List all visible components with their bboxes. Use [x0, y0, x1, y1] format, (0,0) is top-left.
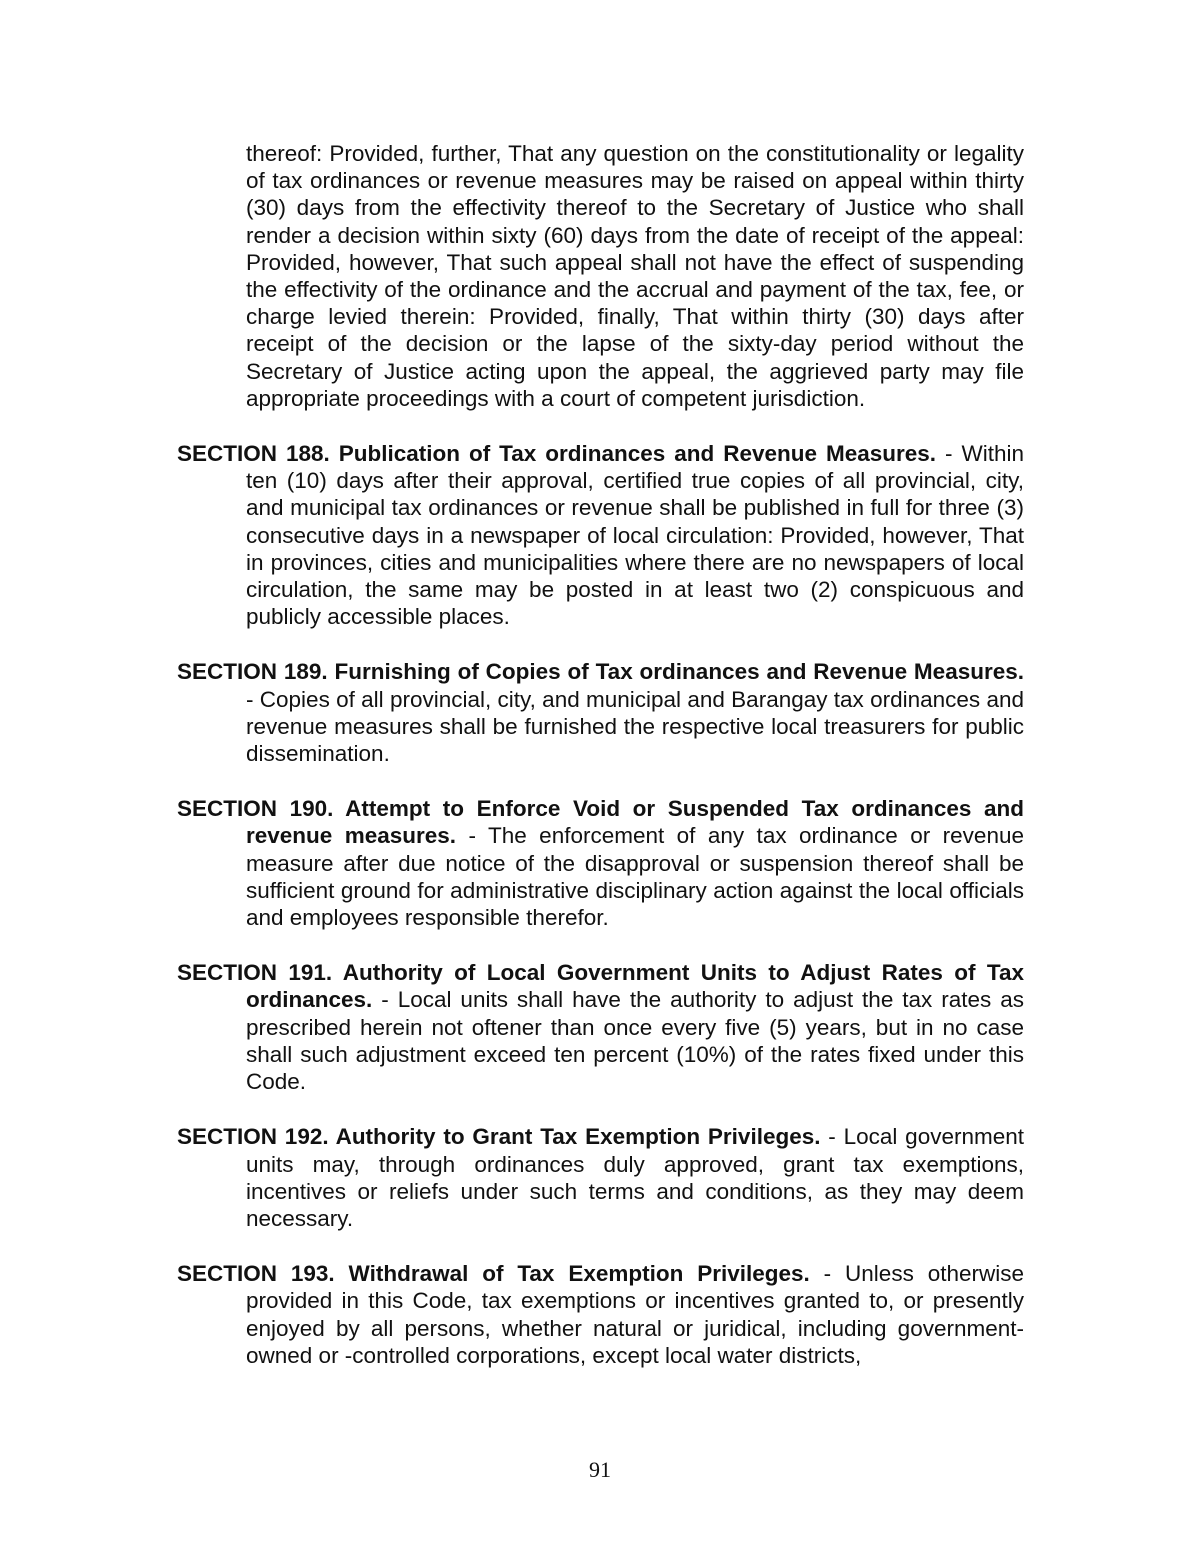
section-191-body: - Local units shall have the authority to adjust the tax rates as prescribed herein not oftener than once every five (5) years, but in no case shall such adjustment exceed ten percent (10%) of the rates fixed under this Code.	[246, 987, 1024, 1095]
section-190	[177, 795, 1024, 931]
section-189	[177, 658, 1024, 767]
section-190-body: - The enforcement of any tax ordinance or revenue measure after due notice of the disapproval or suspension thereof shall be sufficient ground for administrative disciplinary action against the local officials and employees responsible therefor.	[246, 823, 1024, 931]
section-192-title: SECTION 192. Authority to Grant Tax Exemption Privileges.	[177, 1124, 821, 1150]
section-189-body: - Copies of all provincial, city, and municipal and Barangay tax ordinances and revenue measures shall be furnished the respective local treasurers for public dissemination.	[246, 686, 1024, 767]
section-192	[177, 1123, 1024, 1232]
section-188-body: - Within ten (10) days after their approval, certified true copies of all provincial, city, and municipal tax ordinances or revenue shall be published in full for three (3) consecutive days in a newspaper of local circulation: Provided, however, That in provinces, cities and municipalities where there are no newspapers of local circulation, the same may be posted in at least two (2) conspicuous and publicly accessible places.	[246, 441, 1024, 630]
section-192-body: - Local government units may, through ordinances duly approved, grant tax exemptions, incentives or reliefs under such terms and conditions, as they may deem necessary.	[246, 1124, 1025, 1231]
section-191	[177, 959, 1024, 1095]
section-188-title: SECTION 188. Publication of Tax ordinances and Revenue Measures.	[177, 441, 937, 467]
page-content	[177, 140, 1024, 1369]
section-193-body: - Unless otherwise provided in this Code, tax exemptions or incentives granted to, or presently enjoyed by all persons, whether natural or juridical, including government-owned or -controlled corporations, except local water districts,	[246, 1261, 1024, 1368]
section-188	[177, 440, 1024, 630]
page-number: 91	[589, 1457, 611, 1482]
section-193-title: SECTION 193. Withdrawal of Tax Exemption Privileges.	[177, 1261, 810, 1287]
section-191-title: SECTION 191. Authority of Local Government Units to Adjust Rates of Tax ordinances.	[177, 960, 1024, 1013]
section-190-title: SECTION 190. Attempt to Enforce Void or Suspended Tax ordinances and revenue measures.	[177, 796, 1024, 849]
section-189-title: SECTION 189. Furnishing of Copies of Tax ordinances and Revenue Measures.	[177, 659, 1024, 685]
continuation-paragraph: thereof: Provided, further, That any question on the constitutionality or legality of tax ordinances or revenue measures may be raised on appeal within thirty (30) days from the effectivity thereof to the Secretary of Justice who shall render a decision within sixty (60) days from the date of receipt of the appeal: Provided, however, That such appeal shall not have the effect of suspending the effectivity of the ordinance and the accrual and payment of the tax, fee, or charge levied therein: Provided, finally, That within thirty (30) days after receipt of the decision or the lapse of the sixty-day period without the Secretary of Justice acting upon the appeal, the aggrieved party may file appropriate proceedings with a court of competent jurisdiction.	[246, 141, 1024, 411]
section-193	[177, 1260, 1024, 1369]
